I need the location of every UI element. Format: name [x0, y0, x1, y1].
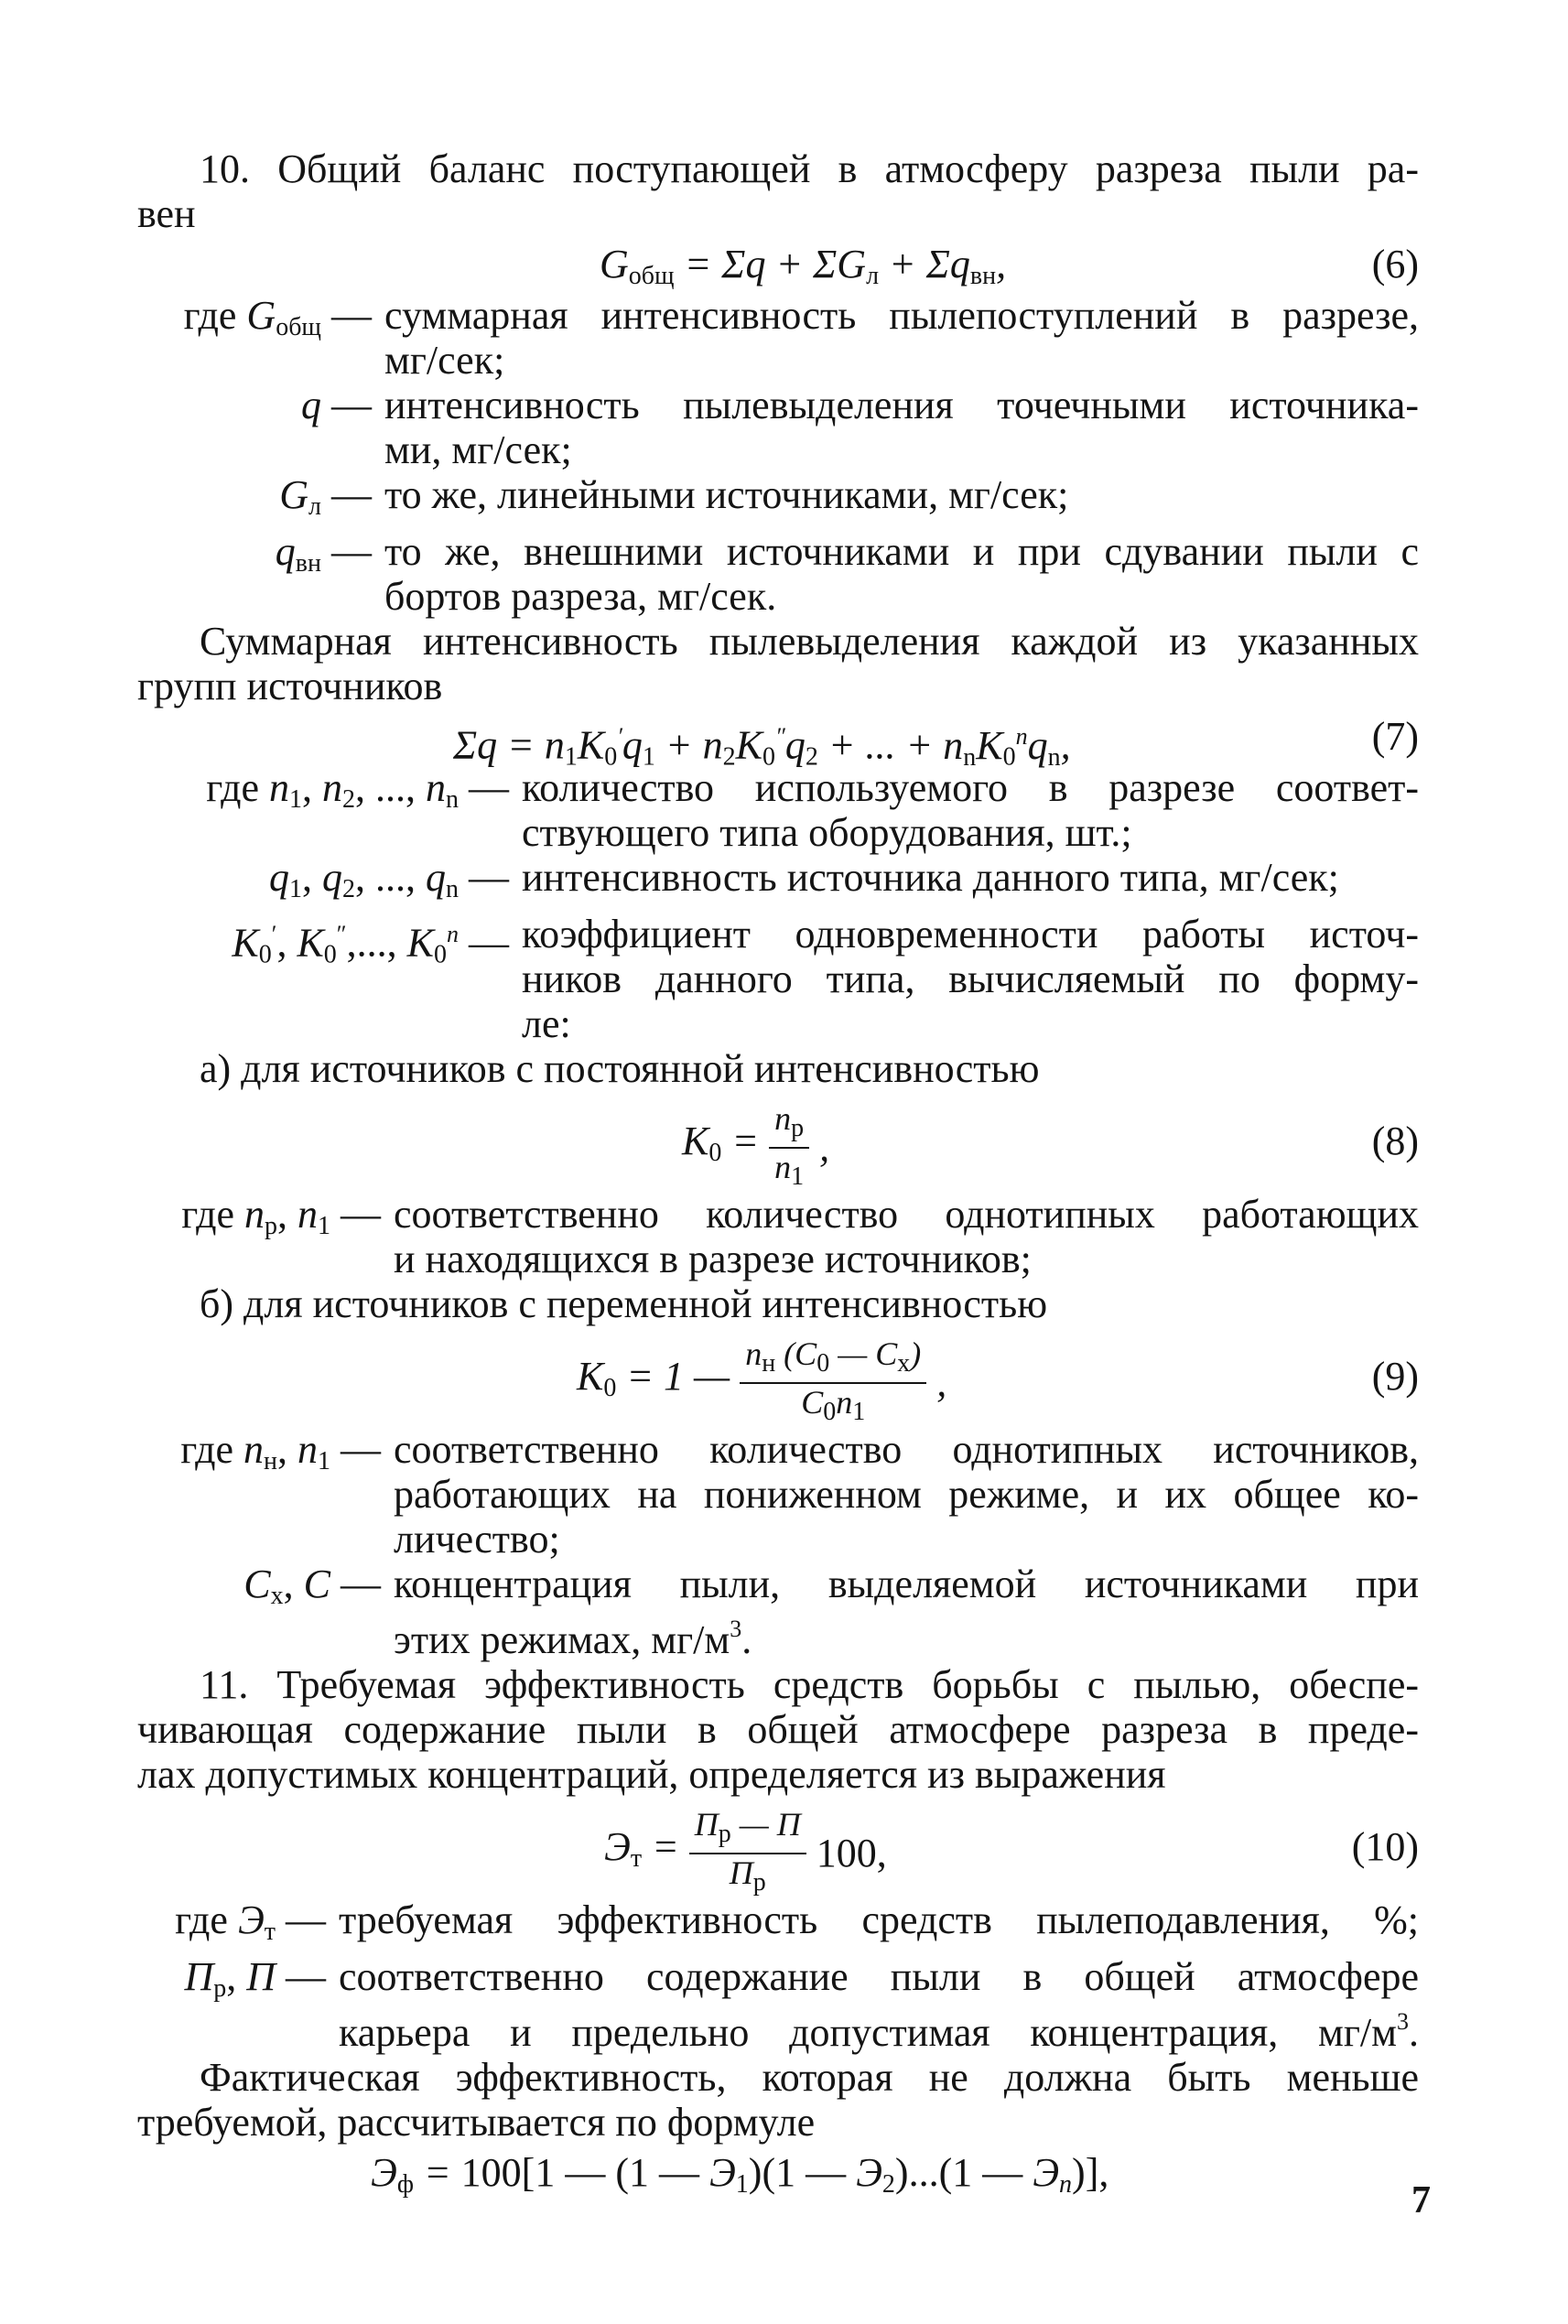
fact-paragraph-line-1: Фактическая эффективность, которая не должна быть меньше: [200, 2055, 1419, 2100]
equation-8-formula: $K_0$ = $\frac{n_р}{n_1}$ ,: [682, 1091, 829, 1192]
equation-6-number: (6): [1371, 242, 1419, 286]
definition-text: соответственно количество однотипных источников, работающих на пониженном режиме, и их общее ко- личество;: [394, 1427, 1419, 1562]
definition-q-external: [137, 529, 1419, 619]
equation-8-number: (8): [1371, 1119, 1419, 1163]
definition-g-total: [137, 293, 1419, 383]
definition-text: то же, линейными источниками, мг/сек;: [384, 472, 1069, 517]
definition-symbol: $П_р$, П —: [184, 1954, 326, 2003]
equation-8: [137, 1091, 1419, 1192]
definition-et: [137, 1897, 1419, 1954]
equation-10-formula: $Э_т$ = $\frac{П_р — П}{П_р}$ 100,: [604, 1797, 887, 1897]
page-body: [137, 146, 1419, 2201]
equation-10-fraction: $\frac{П_р — П}{П_р}$: [689, 1806, 806, 1901]
definition-symbol: где $G_{общ}$ —: [183, 293, 372, 341]
definition-text: концентрация пыли, выделяемой источниками при этих режимах, $мг/м^3$.: [394, 1562, 1419, 1662]
sum-paragraph-line-2: групп источников: [137, 664, 443, 708]
equation-10-number: (10): [1351, 1824, 1419, 1869]
page-number: 7: [1411, 2179, 1431, 2221]
definition-text: коэффициент одновременности работы источ- ников данного типа, вычисляемый по форму- ле:: [522, 912, 1419, 1046]
definition-symbol: q —: [301, 383, 372, 427]
definition-np-n1: [137, 1192, 1419, 1281]
definition-text: требуемая эффективность средств пылеподавления, %;: [339, 1897, 1419, 1942]
definition-symbol: $C_x$, C —: [243, 1562, 381, 1610]
equation-9-fraction: $\frac{n_н (C_0 — C_x)}{C_0n_1}$: [740, 1335, 926, 1431]
definition-text: соответственно количество однотипных работающих и находящихся в разрезе источников;: [394, 1192, 1419, 1281]
definition-cx-c: [137, 1562, 1419, 1662]
fact-paragraph-line-2: требуемой, рассчитывается по формуле: [137, 2100, 816, 2145]
equation-6-formula: $G_{общ} = \Sigma q + \Sigma G_л + \Sigma q_{вн}$,: [600, 242, 1007, 290]
definition-symbol: $K_0'$, $K_0''$,..., $K_0^n$ —: [232, 920, 509, 969]
equation-9-formula: $K_0 = 1$ — $\frac{n_н (C_0 — C_x)}{C_0n_1}$ ,: [577, 1326, 946, 1427]
equation-9: [137, 1326, 1419, 1427]
equation-7-number: (7): [1371, 714, 1419, 759]
equation-7-formula: $\Sigma q = n_1K_0'q_1 + n_2K_0''q_2$ + ... + $n_nK_0^nq_n$,: [453, 722, 1071, 772]
definition-symbol: где $n_р$, $n_1$ —: [181, 1192, 381, 1240]
definition-text: интенсивность пылевыделения точечными источника- ми, мг/сек;: [384, 383, 1419, 472]
equation-11: [137, 2145, 1419, 2201]
definition-text: то же, внешними источниками и при сдувании пыли с бортов разреза, мг/сек.: [384, 529, 1419, 619]
definition-text: суммарная интенсивность пылепоступлений в разрезе, мг/сек;: [384, 293, 1419, 383]
definition-symbol: $q_1$, $q_2$, ..., $q_n$ —: [269, 855, 509, 903]
definition-symbol: где $n_1$, $n_2$, ..., $n_n$ —: [206, 765, 509, 814]
definition-text: соответственно содержание пыли в общей атмосфере карьера и предельно допустимая концентрация, $мг/м^3$.: [339, 1954, 1419, 2055]
case-b: б) для источников с переменной интенсивностью: [200, 1281, 1048, 1326]
definition-k0: [137, 912, 1419, 1046]
definition-symbol: $q_{вн}$ —: [275, 529, 372, 578]
equation-11-formula: $Э_ф = 100[1$ — (1 — $Э_1)(1$ — $Э_2)...(1$ — $Э_n$)],: [371, 2150, 1109, 2199]
section-10-line-1: 10. Общий баланс поступающей в атмосферу разреза пыли ра-: [200, 146, 1419, 191]
equation-6: [137, 236, 1419, 293]
equation-7: [137, 708, 1419, 772]
definition-text: интенсивность источника данного типа, мг/сек;: [522, 855, 1339, 900]
section-10-line-2: вен: [137, 191, 196, 236]
equation-8-fraction: $\frac{n_р}{n_1}$: [769, 1100, 809, 1195]
definition-symbol: $G_л$ —: [279, 472, 372, 521]
definition-q-list: [137, 855, 1419, 912]
equation-9-number: (9): [1371, 1354, 1419, 1399]
definition-q: [137, 383, 1419, 472]
definition-symbol: где $n_н$, $n_1$ —: [180, 1427, 381, 1475]
case-a: а) для источников с постоянной интенсивностью: [200, 1046, 1040, 1091]
section-11-line-1: 11. Требуемая эффективность средств борьбы с пылью, обеспе-: [200, 1662, 1419, 1707]
definition-text: количество используемого в разрезе соответ- ствующего типа оборудования, шт.;: [522, 765, 1419, 855]
definition-pr-p: [137, 1954, 1419, 2055]
equation-10: [137, 1797, 1419, 1897]
section-11-line-2: чивающая содержание пыли в общей атмосфере разреза в преде-: [137, 1707, 1419, 1752]
sum-paragraph-line-1: Суммарная интенсивность пылевыделения каждой из указанных: [200, 619, 1419, 664]
definition-symbol: где $Э_т$ —: [175, 1897, 326, 1946]
definition-nn-n1: [137, 1427, 1419, 1562]
definition-g-linear: [137, 472, 1419, 529]
section-11-line-3: лах допустимых концентраций, определяется из выражения: [137, 1752, 1166, 1797]
